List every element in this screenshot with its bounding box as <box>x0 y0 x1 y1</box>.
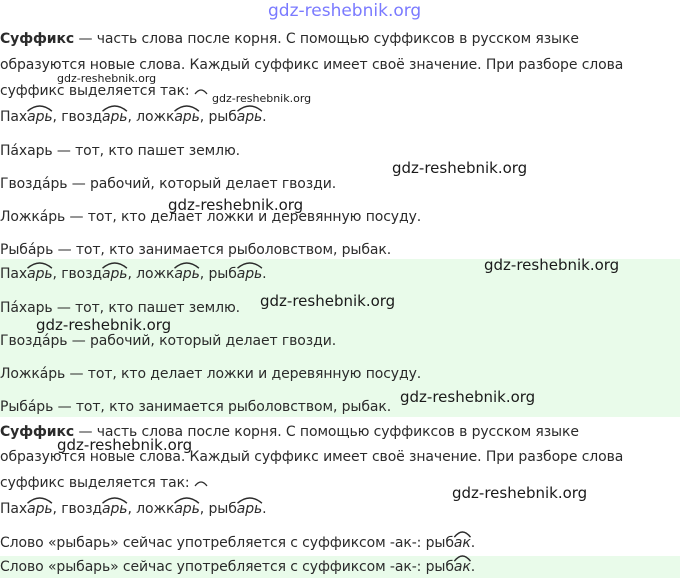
word-root: рыб <box>425 559 454 575</box>
suffix-arc-icon <box>194 85 208 95</box>
site-watermark: gdz-reshebnik.org <box>212 92 312 105</box>
word-suffix <box>102 266 127 282</box>
word-suffix <box>237 501 262 517</box>
word-suffix <box>102 109 127 125</box>
word-suffix <box>102 501 127 517</box>
modern-usage-line <box>0 558 475 576</box>
word-separator: , <box>199 266 209 282</box>
suffix-text: арь <box>27 109 53 125</box>
word-definition: Ложка́рь — тот, кто делает ложки и деревянную посуду. <box>0 209 422 225</box>
word-root: ложк <box>136 109 175 125</box>
word-root: рыб <box>208 266 237 282</box>
definition-line-3 <box>0 474 208 492</box>
suffix-arc-icon <box>194 477 208 487</box>
word-root: рыб <box>208 501 237 517</box>
term-bold: Суффикс <box>0 31 75 47</box>
example-words-line <box>0 500 267 518</box>
word-suffix <box>237 109 262 125</box>
example-words-line <box>0 108 267 126</box>
suffix-text: ак <box>453 559 471 575</box>
site-watermark: gdz-reshebnik.org <box>36 316 172 334</box>
usage-text: Слово «рыбарь» сейчас употребляется с суффиксом -ак-: <box>0 559 426 575</box>
word-definition: Ложка́рь — тот, кто делает ложки и деревянную посуду. <box>0 366 422 382</box>
definition-line-2: образуются новые слова. Каждый суффикс имеет своё значение. При разборе слова <box>0 57 624 73</box>
end-punct: . <box>470 535 476 551</box>
site-watermark: gdz-reshebnik.org <box>392 159 528 177</box>
suffix-text: арь <box>102 109 128 125</box>
word-root: ложк <box>136 501 175 517</box>
suffix-text: арь <box>236 109 263 125</box>
word-root: Пах <box>0 266 28 282</box>
word-separator: , <box>199 501 209 517</box>
word-separator: . <box>262 109 267 125</box>
suffix-text: арь <box>102 266 128 282</box>
definition-text: суффикс выделяется так: <box>0 83 194 99</box>
suffix-text: арь <box>27 501 53 517</box>
site-watermark: gdz-reshebnik.org <box>57 72 157 85</box>
site-watermark: gdz-reshebnik.org <box>168 196 304 214</box>
word-suffix <box>27 501 52 517</box>
example-words-line <box>0 265 267 283</box>
word-separator: . <box>262 266 267 282</box>
word-suffix <box>454 559 471 575</box>
suffix-text: арь <box>236 501 263 517</box>
word-separator: . <box>262 501 267 517</box>
definition-text: — часть слова после корня. С помощью суффиксов в русском языке <box>74 31 579 47</box>
site-watermark: gdz-reshebnik.org <box>484 256 620 274</box>
definition-text: — часть слова после корня. С помощью суффиксов в русском языке <box>74 424 579 440</box>
word-root: рыб <box>208 109 237 125</box>
end-punct: . <box>470 559 476 575</box>
word-definition: Рыба́рь — тот, кто занимается рыболовством, рыбак. <box>0 242 392 258</box>
definition-line-2: образуются новые слова. Каждый суффикс имеет своё значение. При разборе слова <box>0 449 624 465</box>
word-suffix <box>27 266 52 282</box>
word-root: Пах <box>0 501 28 517</box>
definition-text: суффикс выделяется так: <box>0 475 194 491</box>
word-separator: , <box>199 109 209 125</box>
word-suffix <box>27 109 52 125</box>
suffix-text: арь <box>174 501 200 517</box>
term-bold: Суффикс <box>0 424 75 440</box>
word-separator: , <box>52 501 62 517</box>
word-root: ложк <box>136 266 175 282</box>
suffix-text: ак <box>453 535 471 551</box>
word-suffix <box>174 266 199 282</box>
suffix-text: арь <box>236 266 263 282</box>
word-root: гвозд <box>61 501 103 517</box>
word-suffix <box>237 266 262 282</box>
word-definition: Гвозда́рь — рабочий, который делает гвозди. <box>0 333 337 349</box>
site-watermark: gdz-reshebnik.org <box>452 484 588 502</box>
word-suffix <box>174 501 199 517</box>
word-root: Пах <box>0 109 28 125</box>
suffix-text: арь <box>102 501 128 517</box>
word-definition: Рыба́рь — тот, кто занимается рыболовством, рыбак. <box>0 399 392 415</box>
site-watermark: gdz-reshebnik.org <box>57 436 193 454</box>
suffix-text: арь <box>174 109 200 125</box>
word-root: гвозд <box>61 109 103 125</box>
site-watermark-top: gdz-reshebnik.org <box>268 1 422 21</box>
word-separator: , <box>52 109 62 125</box>
word-separator: , <box>127 501 137 517</box>
site-watermark: gdz-reshebnik.org <box>400 388 536 406</box>
word-separator: , <box>52 266 62 282</box>
word-root: гвозд <box>61 266 103 282</box>
word-definition: Гвозда́рь — рабочий, который делает гвозди. <box>0 176 337 192</box>
word-suffix <box>174 109 199 125</box>
word-root: рыб <box>425 535 454 551</box>
modern-usage-line <box>0 534 475 552</box>
usage-text: Слово «рыбарь» сейчас употребляется с суффиксом -ак-: <box>0 535 426 551</box>
word-definition: Па́харь — тот, кто пашет землю. <box>0 300 240 316</box>
word-separator: , <box>127 109 137 125</box>
word-suffix <box>454 535 471 551</box>
site-watermark: gdz-reshebnik.org <box>260 292 396 310</box>
suffix-text: арь <box>27 266 53 282</box>
suffix-text: арь <box>174 266 200 282</box>
word-definition: Па́харь — тот, кто пашет землю. <box>0 143 240 159</box>
definition-line-1 <box>0 30 579 48</box>
word-separator: , <box>127 266 137 282</box>
